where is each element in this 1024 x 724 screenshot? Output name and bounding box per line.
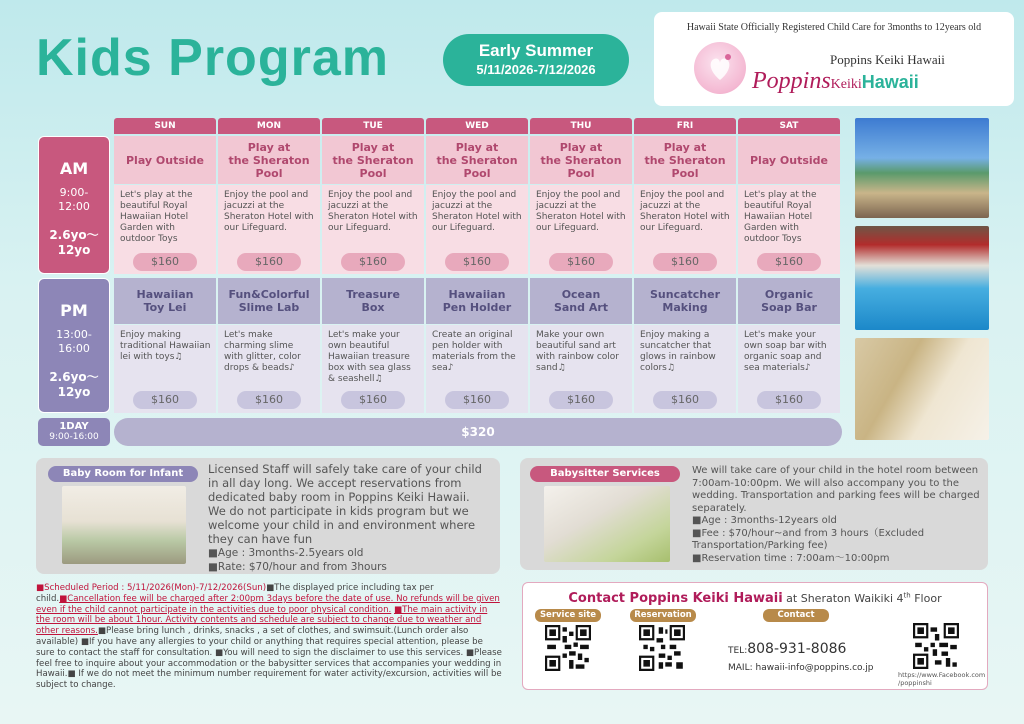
note-tax: ■The displayed price including tax per child.: [36, 583, 434, 604]
am-activity-card: [322, 185, 424, 274]
am-price-badge: $160: [549, 253, 613, 271]
logotype-keiki: Keiki: [830, 77, 862, 92]
pm-activity-desc: Enjoy making traditional Hawaiian lei with toys♫: [120, 330, 211, 362]
am-age: 2.6yo～ 12yo: [49, 228, 99, 257]
page-title: Kids Program: [36, 29, 389, 87]
contact-email[interactable]: MAIL: hawaii-info@poppins.co.jp: [728, 663, 874, 673]
am-price-badge: $160: [757, 253, 821, 271]
pm-activity-card: [322, 325, 424, 413]
pm-activity-title: Organic Soap Bar: [738, 278, 840, 324]
am-activity-desc: Enjoy the pool and jacuzzi at the Sheraton Hotel with our Lifeguard.: [432, 190, 522, 233]
am-activity-title: Play Outside: [738, 136, 840, 184]
poppins-logo-icon: [694, 42, 746, 94]
pm-price-badge: $160: [341, 391, 405, 409]
pm-label: PM: [60, 301, 88, 320]
am-activity-desc: Enjoy the pool and jacuzzi at the Sheraton Hotel with our Lifeguard.: [536, 190, 626, 233]
pm-price-badge: $160: [549, 391, 613, 409]
pm-activity-card: [426, 325, 528, 413]
am-activity-title: Play at the Sheraton Pool: [322, 136, 424, 184]
contact-phone[interactable]: [728, 641, 846, 657]
am-activity-desc: Enjoy the pool and jacuzzi at the Sheraton Hotel with our Lifeguard.: [328, 190, 418, 233]
day-header: MON: [218, 118, 320, 134]
facebook-link[interactable]: [898, 671, 985, 687]
am-label: AM: [59, 159, 89, 178]
baby-room-text: [208, 462, 490, 574]
pm-price-badge: $160: [237, 391, 301, 409]
pm-activity-desc: Create an original pen holder with materials from the sea♪: [432, 330, 516, 373]
pm-activity-desc: Make your own beautiful sand art with rainbow color sand♫: [536, 330, 619, 373]
toddler-playing-photo: [855, 338, 989, 440]
am-activity-title: Play at the Sheraton Pool: [426, 136, 528, 184]
day-header: WED: [426, 118, 528, 134]
brand-logotype: [752, 68, 919, 95]
pm-activity-desc: Enjoy making a suncatcher that glows in rainbow colors♫: [640, 330, 716, 373]
am-activity-card: [530, 185, 632, 274]
baby-room-age: ■Age : 3months-2.5years old: [208, 547, 364, 559]
facebook-url-1: https://www.Facebook.com: [898, 671, 986, 679]
note-activity: ■The main activity in the room will be about 1hour. Activity contents and schedule are subject to change due to weather and other reasons.: [36, 604, 488, 637]
oneday-price-bar: $320: [114, 418, 842, 446]
pm-activity-card: [634, 325, 736, 413]
am-price-badge: $160: [445, 253, 509, 271]
note-rest: ■Please bring lunch , drinks, snacks , a set of clothes, and swimsuit.(Lunch order also available) ■If you have any allergies to your child or anything that requires special attention, please be sure to contact the staff for consultation. ■You will need to sign the disclaimer to use this services. ■Please feel free to inquire about your accommodation or the babysitter services that accompanies your wedding in Hawaii.■ If we do not meet the minimum number requirement for water activity/excursion, activities will be subject to change.: [36, 626, 502, 691]
pm-activity-desc: Let's make charming slime with glitter, color drops & beads♪: [224, 330, 301, 373]
am-activity-title: Play at the Sheraton Pool: [218, 136, 320, 184]
am-time: 9:00- 12:00: [58, 186, 90, 213]
registration-text: Hawaii State Officially Registered Child Care for 3months to 12years old: [686, 22, 982, 33]
day-header: THU: [530, 118, 632, 134]
babysitter-photo: [544, 486, 670, 562]
babysitter-fee: ■Fee : $70/hour~and from 3 hours（Excluded Transportation/Parking fee): [692, 527, 925, 551]
pm-session-label: [38, 278, 110, 413]
pm-activity-desc: Let's make your own beautiful Hawaiian treasure box with sea glass & seashell♫: [328, 330, 411, 384]
day-header: TUE: [322, 118, 424, 134]
pm-activity-title: Treasure Box: [322, 278, 424, 324]
am-activity-title: Play at the Sheraton Pool: [634, 136, 736, 184]
day-header: FRI: [634, 118, 736, 134]
season-dates: 5/11/2026-7/12/2026: [476, 62, 596, 77]
am-price-badge: $160: [237, 253, 301, 271]
season-badge: [443, 34, 629, 86]
am-activity-desc: Enjoy the pool and jacuzzi at the Sheraton Hotel with our Lifeguard.: [224, 190, 314, 233]
am-activity-card: [114, 185, 216, 274]
am-activity-title: Play Outside: [114, 136, 216, 184]
pm-activity-card: [114, 325, 216, 413]
am-price-badge: $160: [341, 253, 405, 271]
service-site-tag: Service site: [535, 609, 601, 622]
pm-age: 2.6yo～ 12yo: [49, 370, 99, 399]
facebook-url-2: /poppinshi: [898, 679, 932, 687]
contact-heading: [523, 591, 987, 606]
notes-block: [36, 583, 502, 691]
pm-price-badge: $160: [653, 391, 717, 409]
contact-location-floor: Floor: [910, 592, 942, 605]
babysitter-text: [692, 465, 982, 565]
tel-number: 808-931-8086: [747, 641, 847, 657]
day-header: SUN: [114, 118, 216, 134]
babysitter-reservation: ■Reservation time : 7:00am～10:00pm: [692, 552, 890, 564]
am-price-badge: $160: [133, 253, 197, 271]
brand-name: Poppins Keiki Hawaii: [830, 52, 945, 67]
oneday-label: [38, 418, 110, 446]
baby-room-desc: Licensed Staff will safely take care of your child in all day long. We accept reservations from dedicated baby room in Poppins Keiki Hawaii. We do not participate in kids program but we welcome your child in and environment where they can have fun: [208, 462, 482, 546]
am-activity-title: Play at the Sheraton Pool: [530, 136, 632, 184]
pm-price-badge: $160: [133, 391, 197, 409]
babysitter-tag: Babysitter Services: [530, 466, 680, 482]
pm-activity-title: Hawaiian Pen Holder: [426, 278, 528, 324]
am-activity-card: [426, 185, 528, 274]
am-activity-desc: Let's play at the beautiful Royal Hawaiian Hotel Garden with outdoor Toys: [744, 190, 817, 244]
am-activity-desc: Let's play at the beautiful Royal Hawaiian Hotel Garden with outdoor Toys: [120, 190, 193, 244]
baby-room-rate: ■Rate: $70/hour and from 3hours: [208, 561, 387, 573]
logotype-hawaii: Hawaii: [861, 72, 919, 92]
contact-panel: [522, 582, 988, 690]
pm-price-badge: $160: [445, 391, 509, 409]
am-price-badge: $160: [653, 253, 717, 271]
am-activity-card: [218, 185, 320, 274]
babysitter-desc: We will take care of your child in the hotel room between 7:00am-10:00pm. We will also accompany you to the wedding. Transportation and parking fees will be charged separately.: [692, 465, 980, 514]
pm-activity-title: Hawaiian Toy Lei: [114, 278, 216, 324]
pm-activity-title: Fun&Colorful Slime Lab: [218, 278, 320, 324]
pm-time: 13:00- 16:00: [56, 328, 92, 355]
season-label: Early Summer: [478, 41, 594, 60]
pm-activity-title: Suncatcher Making: [634, 278, 736, 324]
pool-kids-photo: [855, 118, 989, 218]
contact-location-sup: th: [903, 591, 911, 600]
am-activity-card: [634, 185, 736, 274]
note-period: ■Scheduled Period : 5/11/2026(Mon)-7/12/2026(Sun): [36, 583, 267, 593]
pm-activity-card: [530, 325, 632, 413]
child-swimming-photo: [855, 226, 989, 330]
reservation-tag: Reservation: [630, 609, 696, 622]
note-cancel: ■Cancellation fee will be charged after 2:00pm 3days before the date of use. No refunds will be given even if the child cannot participate in the activities due to poor physical condition.: [36, 593, 500, 615]
baby-room-photo: [62, 486, 186, 564]
contact-title: Contact Poppins Keiki Hawaii: [568, 591, 783, 606]
tel-label: TEL:: [728, 646, 748, 656]
contact-location: at Sheraton Waikiki 4: [782, 592, 904, 605]
reservation-qr-icon[interactable]: [639, 625, 685, 671]
contact-tag: Contact: [763, 609, 829, 622]
pm-activity-title: Ocean Sand Art: [530, 278, 632, 324]
facebook-qr-icon[interactable]: [913, 623, 959, 669]
am-session-label: [38, 136, 110, 274]
am-activity-desc: Enjoy the pool and jacuzzi at the Sheraton Hotel with our Lifeguard.: [640, 190, 730, 233]
pm-activity-card: [738, 325, 840, 413]
babysitter-age: ■Age : 3months-12years old: [692, 515, 837, 526]
pm-price-badge: $160: [757, 391, 821, 409]
service-site-qr-icon[interactable]: [545, 625, 591, 671]
am-activity-card: [738, 185, 840, 274]
day-header: SAT: [738, 118, 840, 134]
pm-activity-card: [218, 325, 320, 413]
baby-room-tag: Baby Room for Infant: [48, 466, 198, 482]
logotype-poppins: Poppins: [752, 68, 831, 94]
oneday-title: 1DAY: [59, 421, 89, 432]
brand-panel: [654, 12, 1014, 106]
oneday-time: 9:00-16:00: [49, 432, 99, 442]
pm-activity-desc: Let's make your own soap bar with organic soap and sea materials♪: [744, 330, 827, 373]
